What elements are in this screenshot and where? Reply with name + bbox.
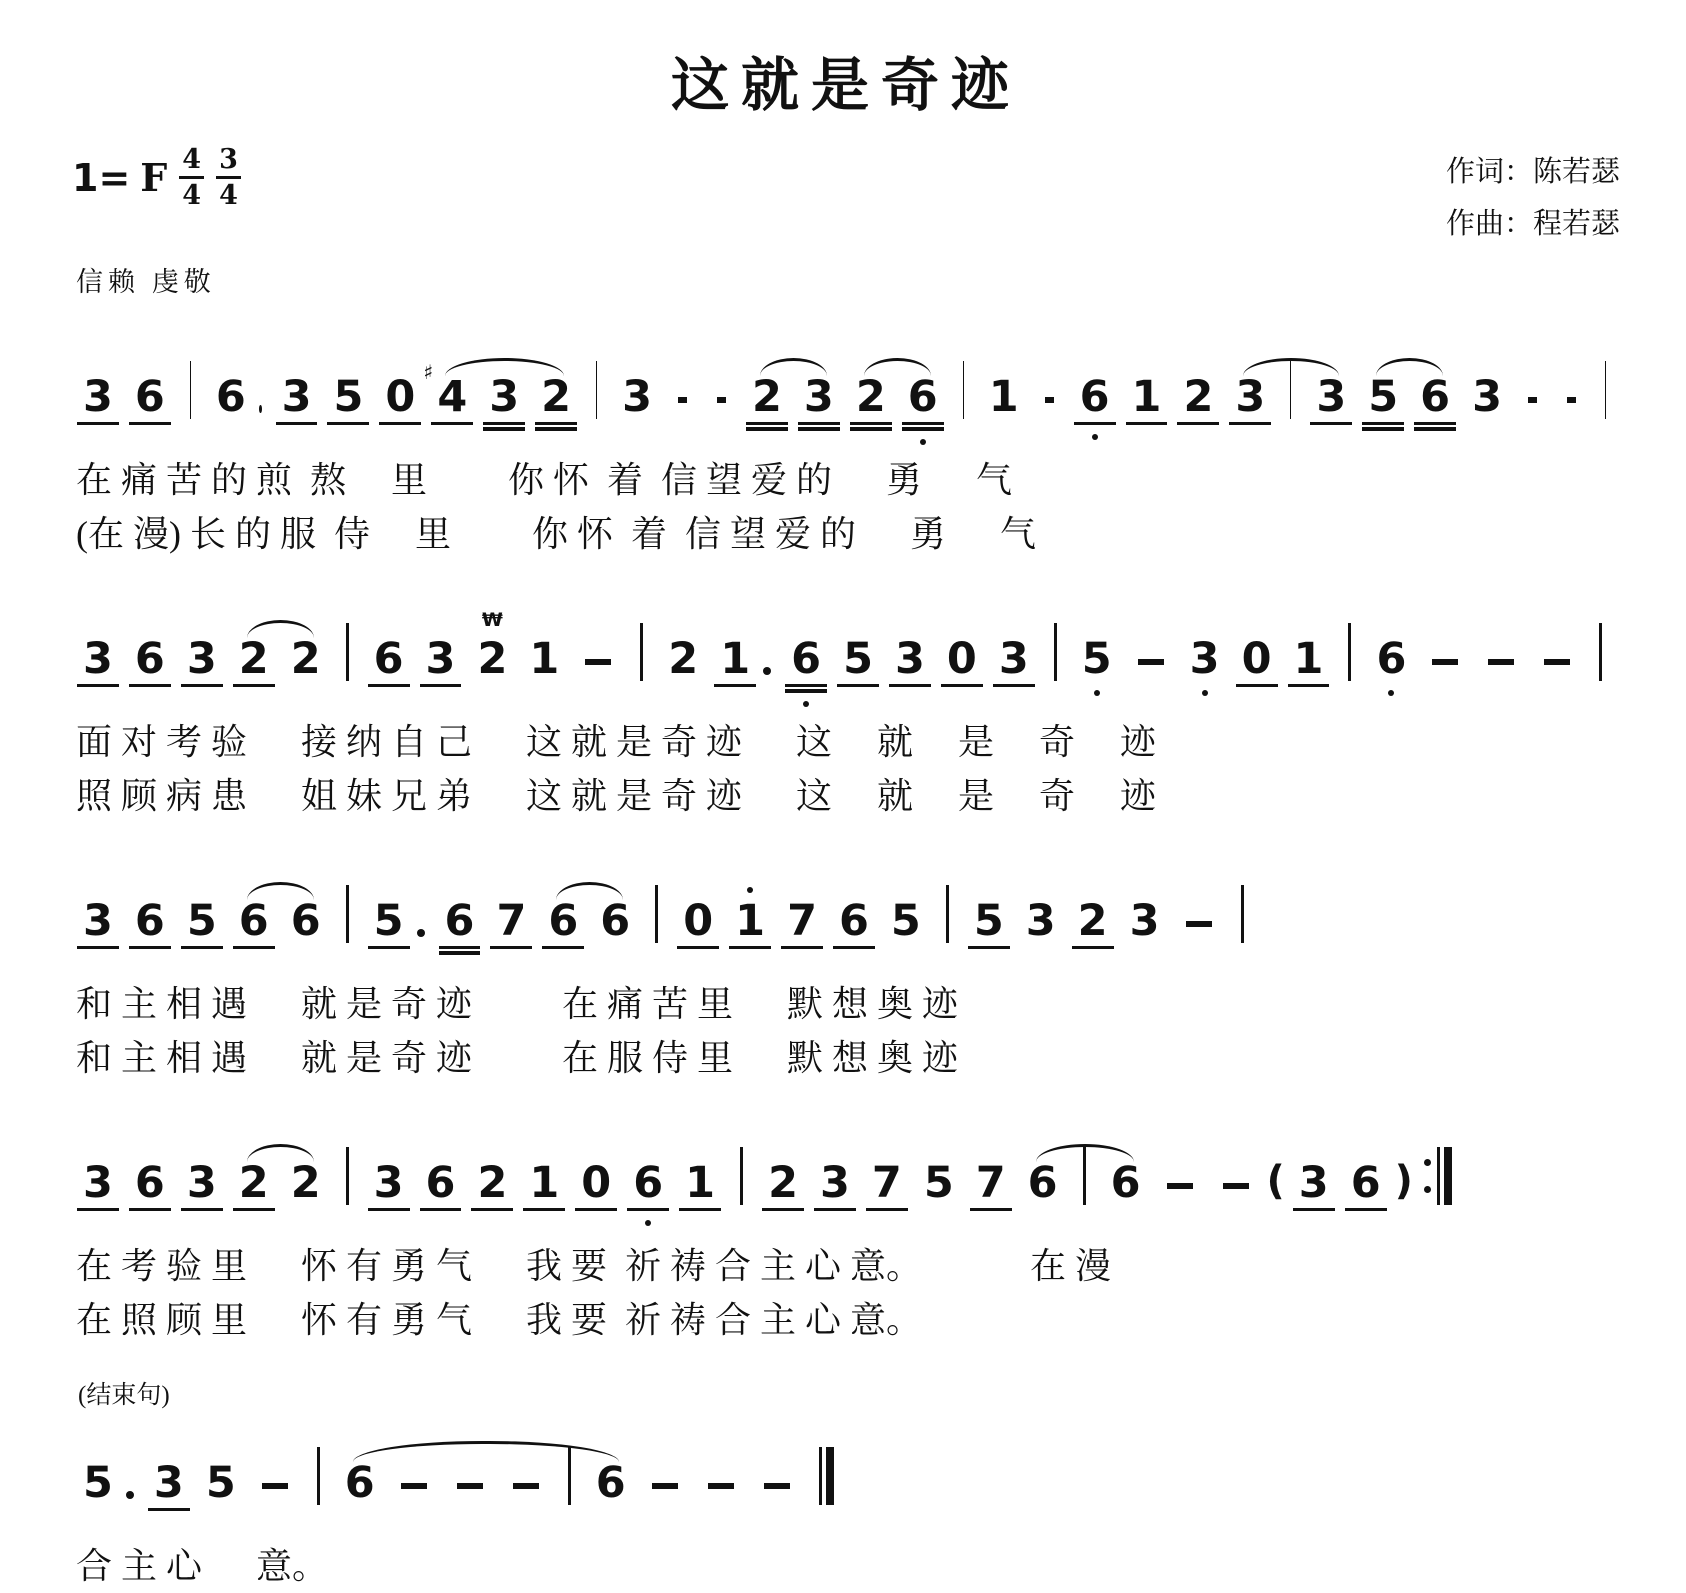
note-number: 6 <box>135 1162 165 1205</box>
system-3 <box>72 853 1620 1085</box>
duration-dash <box>1186 921 1212 927</box>
note-number: 2 <box>290 1158 321 1209</box>
beam-underline <box>798 427 840 431</box>
final-barline <box>813 1447 834 1505</box>
duration-dash <box>1432 659 1458 665</box>
note-number: 5 <box>923 1158 954 1209</box>
slur-arc <box>760 358 827 376</box>
note-number: 6 <box>445 900 475 943</box>
meter-fraction-1: $\frac{4}{4}$ <box>179 146 204 209</box>
note-number: 5 <box>890 896 921 947</box>
duration-dash <box>678 397 687 403</box>
repeat-bar-thick <box>1444 1147 1452 1205</box>
barline <box>1605 361 1606 419</box>
tonic-prefix: 1= <box>72 155 131 200</box>
beam-underline <box>523 1208 565 1212</box>
beam-underline <box>1236 684 1278 688</box>
note-number: 2 <box>239 1162 269 1205</box>
beam-underline <box>420 684 462 688</box>
header-row <box>72 146 1620 250</box>
note-number: 2 <box>290 634 321 685</box>
beam-underline <box>368 684 410 688</box>
beam-underline <box>535 427 577 431</box>
beam-underline <box>77 946 119 950</box>
note-number: 1 <box>735 900 765 943</box>
note-number: 3 <box>1472 372 1502 423</box>
beam-underline <box>1177 422 1219 426</box>
beam-underline <box>431 422 473 426</box>
beam-underline <box>1310 422 1352 426</box>
note-number: 5 <box>974 900 1004 943</box>
beam-underline <box>889 684 931 688</box>
barline <box>346 623 349 681</box>
beam-underline <box>1293 1208 1335 1212</box>
duration-dash <box>652 1483 678 1489</box>
note-number: 3 <box>1190 638 1220 681</box>
final-bar-thin <box>819 1447 822 1505</box>
beam-underline <box>785 684 827 688</box>
repeat-end-barline <box>1424 1147 1452 1205</box>
note-number: 3 <box>374 1162 404 1205</box>
note-number: 6 <box>344 1458 375 1509</box>
note-number: 3 <box>426 638 456 681</box>
beam-underline <box>77 1208 119 1212</box>
note-number: 6 <box>135 638 165 681</box>
barline <box>1348 623 1351 681</box>
note-number: 3 <box>83 1162 113 1205</box>
beam-underline <box>866 1208 908 1212</box>
barline <box>963 361 964 419</box>
note-number: 6 <box>1080 376 1110 419</box>
augmentation-dot <box>126 1491 134 1499</box>
beam-underline <box>837 684 879 688</box>
note-number: 3 <box>154 1462 184 1505</box>
beam-underline <box>129 1208 171 1212</box>
note-number: 6 <box>595 1458 626 1509</box>
note-number: 6 <box>1027 1158 1058 1209</box>
note-number: 6 <box>633 1162 663 1205</box>
note-number: 2 <box>768 1162 798 1205</box>
note-number: 5 <box>83 1458 113 1509</box>
note-number: 1 <box>685 1162 715 1205</box>
beam-underline <box>368 1208 410 1212</box>
parenthesis: ) <box>1394 1158 1413 1205</box>
beam-underline <box>77 422 119 426</box>
barline <box>1599 623 1602 681</box>
beam-underline <box>490 946 532 950</box>
note-number: 3 <box>489 376 519 419</box>
note-number: 6 <box>239 900 269 943</box>
barline <box>190 361 191 419</box>
note-number: 3 <box>83 638 113 681</box>
beam-underline <box>181 1208 223 1212</box>
augmentation-dot <box>417 929 425 937</box>
credits-block <box>1446 146 1620 250</box>
beam-underline <box>129 946 171 950</box>
duration-dash <box>262 1483 288 1489</box>
octave-dot-low <box>1388 690 1394 696</box>
duration-dash <box>1045 397 1054 403</box>
slur-arc <box>445 358 564 376</box>
note-number: 7 <box>976 1162 1006 1205</box>
note-number: 6 <box>1376 638 1406 681</box>
duration-dash <box>513 1483 539 1489</box>
notes-line-3 <box>72 853 1620 977</box>
barline <box>596 361 597 419</box>
beam-underline <box>1362 422 1404 426</box>
note-number: 1 <box>1294 638 1324 681</box>
rest-number: 0 <box>385 376 415 419</box>
note-number: 2 <box>477 1162 507 1205</box>
beam-underline <box>1414 427 1456 431</box>
beam-underline <box>814 1208 856 1212</box>
barline <box>1054 623 1057 681</box>
beam-underline <box>993 684 1035 688</box>
system-1 <box>72 329 1620 561</box>
lyric-line-1-verse-2: (在 漫) 长 的 服 侍 里 你 怀 着 信 望 爱 的 勇 气 <box>76 514 1036 555</box>
note-number: 3 <box>83 376 113 419</box>
note-number: 6 <box>839 900 869 943</box>
rest-number: 0 <box>581 1162 611 1205</box>
repeat-bar-thin <box>1437 1147 1440 1205</box>
sharp-icon: ♯ <box>423 360 434 385</box>
note-number: 7 <box>496 900 526 943</box>
beam-underline <box>941 684 983 688</box>
note-number: 2 <box>752 376 782 419</box>
octave-dot-low <box>645 1220 651 1226</box>
duration-dash <box>1528 397 1537 403</box>
duration-dash <box>1544 659 1570 665</box>
beam-underline <box>1414 422 1456 426</box>
beam-underline <box>850 427 892 431</box>
notes-line-1 <box>72 329 1620 453</box>
lyric-line-1-verse-1: 在 痛 苦 的 煎 熬 里 你 怀 着 信 望 爱 的 勇 气 <box>76 460 1013 501</box>
lyric-line-2-verse-2: 照 顾 病 患 姐 妹 兄 弟 这 就 是 奇 迹 这 就 是 奇 迹 <box>76 776 1157 817</box>
lyric-line-ending: 合 主 心 意。 <box>76 1546 329 1587</box>
duration-dash <box>457 1483 483 1489</box>
slur-arc <box>247 620 314 638</box>
beam-underline <box>129 422 171 426</box>
note-number: 7 <box>787 900 817 943</box>
beam-underline <box>420 1208 462 1212</box>
note-number: 6 <box>426 1162 456 1205</box>
ending-section <box>72 1375 1620 1593</box>
beam-underline <box>1074 422 1116 426</box>
song-title: 这就是奇迹 <box>670 51 1021 119</box>
beam-underline <box>970 1208 1012 1212</box>
note-number: 6 <box>135 900 165 943</box>
note-number: 2 <box>1078 900 1108 943</box>
beam-underline <box>1288 684 1330 688</box>
note-number: 1 <box>988 372 1019 423</box>
note-number: 1 <box>529 1162 559 1205</box>
note-number: 3 <box>1299 1162 1329 1205</box>
note-number: 6 <box>791 638 821 681</box>
beam-underline <box>575 1208 617 1212</box>
octave-dot-low <box>920 439 926 445</box>
beam-underline <box>679 1208 721 1212</box>
note-number: 2 <box>856 376 886 419</box>
note-number: 6 <box>1420 376 1450 419</box>
beam-underline <box>746 427 788 431</box>
note-number: 3 <box>1235 376 1265 419</box>
beam-underline <box>798 422 840 426</box>
mordent-icon: ₩ <box>481 609 503 632</box>
beam-underline <box>542 946 584 950</box>
slur-arc <box>1376 358 1443 376</box>
note-number: 6 <box>374 638 404 681</box>
augmentation-dot <box>763 667 771 675</box>
beam-underline <box>181 946 223 950</box>
notes-line-4 <box>72 1115 1620 1239</box>
meter-fraction-2: $\frac{3}{4}$ <box>216 146 241 209</box>
note-number: 5 <box>1082 638 1112 681</box>
note-number: 6 <box>548 900 578 943</box>
beam-underline <box>77 684 119 688</box>
beam-underline <box>276 422 318 426</box>
note-number: 3 <box>1129 896 1160 947</box>
beam-underline <box>968 946 1010 950</box>
note-number: 3 <box>820 1162 850 1205</box>
beam-underline <box>850 422 892 426</box>
note-number: 4 ♯ <box>437 376 467 419</box>
note-number: 1 <box>529 634 560 685</box>
repeat-dots <box>1424 1154 1431 1198</box>
barline <box>946 885 949 943</box>
note-number: 3 <box>999 638 1029 681</box>
system-2 <box>72 591 1620 823</box>
augmentation-dot <box>259 405 262 413</box>
barline <box>1241 885 1244 943</box>
note-number: 1 <box>1132 376 1162 419</box>
beam-underline <box>677 946 719 950</box>
octave-dot-low <box>1092 434 1098 440</box>
lyricist-credit: 作词：陈若瑟 <box>1445 156 1620 188</box>
note-number: 6 <box>215 372 246 423</box>
slur-arc <box>1243 358 1339 376</box>
rest-number: 0 <box>683 900 713 943</box>
duration-dash <box>1167 1183 1193 1189</box>
rest-number: 0 <box>947 638 977 681</box>
duration-dash <box>1223 1183 1249 1189</box>
duration-dash <box>1138 659 1164 665</box>
note-number: 3 <box>83 900 113 943</box>
duration-dash <box>708 1483 734 1489</box>
note-number: 2 ₩ <box>477 609 508 685</box>
beam-underline <box>535 422 577 426</box>
duration-dash <box>764 1483 790 1489</box>
note-number: 3 <box>1025 896 1056 947</box>
note-number: 5 <box>374 900 404 943</box>
note-number: 5 <box>1368 376 1398 419</box>
parenthesis: ( <box>1266 1158 1285 1205</box>
beam-underline <box>439 951 481 955</box>
note-number: 3 <box>804 376 834 419</box>
beam-underline <box>233 684 275 688</box>
beam-underline <box>1229 422 1271 426</box>
note-number: 3 <box>622 372 653 423</box>
lyric-line-3-verse-2: 和 主 相 遇 就 是 奇 迹 在 服 侍 里 默 想 奥 迹 <box>76 1038 959 1079</box>
composer-credit: 作曲：程若瑟 <box>1445 208 1620 241</box>
rest-number: 0 <box>1242 638 1272 681</box>
beam-underline <box>1072 946 1114 950</box>
beam-underline <box>483 422 525 426</box>
beam-underline <box>233 1208 275 1212</box>
note-number: 5 <box>333 376 363 419</box>
note-number: 6 <box>600 896 631 947</box>
beam-underline <box>902 422 944 426</box>
note-number: 2 <box>541 376 571 419</box>
mood-marking: 信赖 虔敬 <box>76 267 216 298</box>
note-number: 5 <box>187 900 217 943</box>
beam-underline <box>627 1208 669 1212</box>
note-number: 6 <box>908 376 938 419</box>
beam-underline <box>233 946 275 950</box>
beam-underline <box>483 427 525 431</box>
barline <box>346 885 349 943</box>
final-bar-thick <box>826 1447 834 1505</box>
ending-label: (结束句) <box>78 1382 170 1410</box>
lyric-line-2-verse-1: 面 对 考 验 接 纳 自 己 这 就 是 奇 迹 这 就 是 奇 迹 <box>76 722 1157 763</box>
duration-dash <box>1488 659 1514 665</box>
system-4 <box>72 1115 1620 1347</box>
notes-line-2 <box>72 591 1620 715</box>
beam-underline <box>729 946 771 950</box>
beam-underline <box>368 946 410 950</box>
note-number: 1 <box>720 638 750 681</box>
beam-underline <box>471 1208 513 1212</box>
note-number: 2 <box>1183 376 1213 419</box>
beam-underline <box>327 422 369 426</box>
note-number: 2 <box>668 634 699 685</box>
beam-underline <box>714 684 756 688</box>
note-number: 5 <box>843 638 873 681</box>
barline <box>317 1447 320 1505</box>
beam-underline <box>439 946 481 950</box>
duration-dash <box>1567 397 1576 403</box>
octave-dot-low <box>1094 690 1100 696</box>
note-number: 3 <box>187 638 217 681</box>
beam-underline <box>762 1208 804 1212</box>
slur-arc <box>247 1144 314 1162</box>
slur-arc <box>353 1441 619 1463</box>
beam-underline <box>379 422 421 426</box>
beam-underline <box>785 689 827 693</box>
note-number: 3 <box>187 1162 217 1205</box>
beam-underline <box>1126 422 1168 426</box>
beam-underline <box>781 946 823 950</box>
slur-arc <box>1036 1144 1134 1162</box>
beam-underline <box>833 946 875 950</box>
lyric-line-4-verse-1: 在 考 验 里 怀 有 勇 气 我 要 祈 祷 合 主 心 意。 在 漫 <box>76 1246 1112 1287</box>
note-number: 2 <box>239 638 269 681</box>
tonic-letter: F <box>140 155 168 200</box>
octave-dot-low <box>803 701 809 707</box>
note-number: 3 <box>1316 376 1346 419</box>
duration-dash <box>401 1483 427 1489</box>
notes-line-ending <box>72 1411 1620 1539</box>
octave-dot-low <box>1202 690 1208 696</box>
duration-dash <box>717 397 726 403</box>
beam-underline <box>181 684 223 688</box>
beam-underline <box>1362 427 1404 431</box>
octave-dot-high <box>747 887 753 893</box>
note-number: 6 <box>1351 1162 1381 1205</box>
barline <box>655 885 658 943</box>
barline <box>740 1147 743 1205</box>
note-number: 6 <box>1110 1158 1141 1209</box>
beam-underline <box>746 422 788 426</box>
slur-arc <box>247 882 314 900</box>
slur-arc <box>864 358 931 376</box>
beam-underline <box>129 684 171 688</box>
note-number: 6 <box>135 376 165 419</box>
note-number: 7 <box>872 1162 902 1205</box>
note-number: 5 <box>205 1458 236 1509</box>
barline <box>346 1147 349 1205</box>
note-number: 3 <box>895 638 925 681</box>
key-signature <box>72 146 241 209</box>
beam-underline <box>1345 1208 1387 1212</box>
slur-arc <box>556 882 623 900</box>
lyric-line-4-verse-2: 在 照 顾 里 怀 有 勇 气 我 要 祈 祷 合 主 心 意。 <box>76 1300 923 1341</box>
duration-dash <box>585 659 611 665</box>
note-number: 3 <box>282 376 312 419</box>
barline <box>640 623 643 681</box>
note-number: 6 <box>290 896 321 947</box>
beam-underline <box>902 427 944 431</box>
lyric-line-3-verse-1: 和 主 相 遇 就 是 奇 迹 在 痛 苦 里 默 想 奥 迹 <box>76 984 959 1025</box>
beam-underline <box>148 1508 190 1512</box>
